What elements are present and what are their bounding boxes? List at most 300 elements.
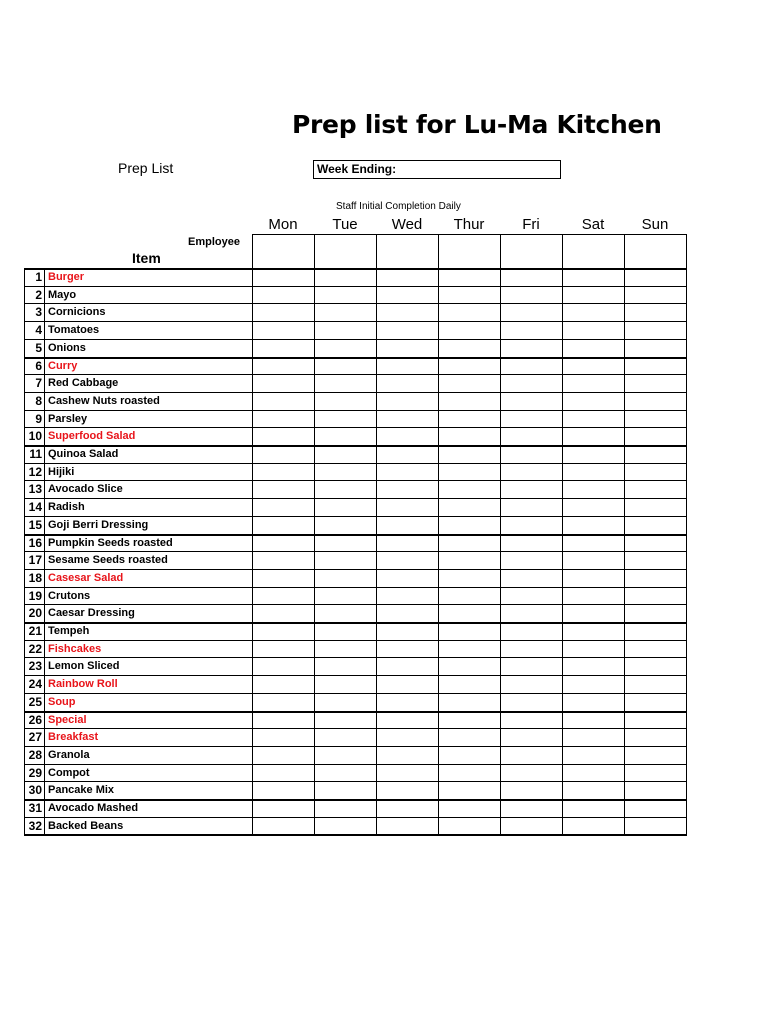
item-name: Mayo (48, 288, 77, 301)
initial-cell-sun[interactable] (625, 552, 686, 569)
employee-cell-sat[interactable] (563, 235, 624, 268)
initial-cell-tue[interactable] (315, 446, 376, 463)
initial-cell-fri[interactable] (501, 499, 562, 516)
initial-cell-tue[interactable] (315, 517, 376, 534)
initial-cell-fri[interactable] (501, 358, 562, 375)
initial-cell-wed[interactable] (377, 641, 438, 658)
item-name: Quinoa Salad (48, 448, 119, 460)
initial-cell-sun[interactable] (625, 694, 686, 711)
initial-cell-mon[interactable] (253, 340, 314, 357)
initial-cell-sat[interactable] (563, 765, 624, 782)
employee-cell-wed[interactable] (377, 235, 438, 268)
initial-cell-wed[interactable] (377, 446, 438, 463)
initial-cell-wed[interactable] (377, 464, 438, 481)
initial-cell-wed[interactable] (377, 304, 438, 321)
initial-cell-mon[interactable] (253, 570, 314, 587)
initial-cell-sat[interactable] (563, 446, 624, 463)
row-number: 23 (28, 659, 42, 674)
initial-cell-wed[interactable] (377, 287, 438, 304)
initial-cell-sat[interactable] (563, 481, 624, 498)
initial-cell-wed[interactable] (377, 499, 438, 516)
initial-cell-tue[interactable] (315, 287, 376, 304)
initial-cell-sun[interactable] (625, 517, 686, 534)
initial-cell-sun[interactable] (625, 658, 686, 675)
initial-cell-fri[interactable] (501, 676, 562, 693)
initial-cell-mon[interactable] (253, 552, 314, 569)
row-number: 31 (28, 801, 42, 815)
initial-cell-fri[interactable] (501, 694, 562, 711)
employee-cell-tue[interactable] (315, 235, 376, 268)
initial-cell-sat[interactable] (563, 322, 624, 339)
employee-cell-fri[interactable] (501, 235, 562, 268)
initial-cell-sat[interactable] (563, 287, 624, 304)
initial-cell-wed[interactable] (377, 411, 438, 428)
initial-cell-wed[interactable] (377, 623, 438, 640)
initial-cell-thur[interactable] (439, 641, 500, 658)
initial-cell-mon[interactable] (253, 375, 314, 392)
initial-cell-tue[interactable] (315, 694, 376, 711)
initial-cell-sat[interactable] (563, 658, 624, 675)
initial-cell-thur[interactable] (439, 304, 500, 321)
initial-cell-sun[interactable] (625, 481, 686, 498)
initial-cell-fri[interactable] (501, 428, 562, 445)
initial-cell-sun[interactable] (625, 747, 686, 764)
initial-cell-sun[interactable] (625, 641, 686, 658)
initial-cell-sun[interactable] (625, 588, 686, 605)
initial-cell-thur[interactable] (439, 393, 500, 410)
initial-cell-fri[interactable] (501, 446, 562, 463)
item-column-header: Item (132, 250, 161, 266)
initial-cell-mon[interactable] (253, 428, 314, 445)
row-number: 25 (28, 694, 42, 709)
initial-cell-mon[interactable] (253, 517, 314, 534)
initial-cell-tue[interactable] (315, 464, 376, 481)
item-name: Soup (48, 695, 76, 708)
initial-cell-mon[interactable] (253, 269, 314, 286)
initial-cell-thur[interactable] (439, 729, 500, 746)
item-name: Avocado Slice (48, 483, 123, 496)
item-name: Casesar Salad (48, 571, 124, 584)
initial-cell-tue[interactable] (315, 269, 376, 286)
initial-cell-thur[interactable] (439, 287, 500, 304)
initial-cell-sat[interactable] (563, 818, 624, 835)
row-number: 13 (28, 482, 42, 497)
initial-cell-tue[interactable] (315, 765, 376, 782)
initial-cell-fri[interactable] (501, 411, 562, 428)
initial-cell-fri[interactable] (501, 605, 562, 622)
row-number: 9 (35, 411, 42, 426)
day-header-sun: Sun (641, 216, 669, 233)
initial-cell-wed[interactable] (377, 800, 438, 817)
initial-cell-tue[interactable] (315, 800, 376, 817)
row-number: 24 (28, 677, 42, 692)
row-number: 15 (28, 517, 42, 532)
initial-cell-thur[interactable] (439, 340, 500, 357)
initial-cell-mon[interactable] (253, 605, 314, 622)
initial-cell-fri[interactable] (501, 375, 562, 392)
initial-cell-sat[interactable] (563, 304, 624, 321)
day-header-sat: Sat (581, 216, 605, 233)
initial-cell-tue[interactable] (315, 428, 376, 445)
initial-cell-fri[interactable] (501, 782, 562, 799)
initial-cell-thur[interactable] (439, 411, 500, 428)
initial-cell-sat[interactable] (563, 552, 624, 569)
initial-cell-thur[interactable] (439, 552, 500, 569)
item-name: Pancake Mix (48, 784, 115, 797)
initial-cell-sun[interactable] (625, 287, 686, 304)
item-name: Crutons (48, 589, 91, 602)
initial-cell-fri[interactable] (501, 712, 562, 729)
initial-cell-thur[interactable] (439, 765, 500, 782)
initial-cell-sun[interactable] (625, 623, 686, 640)
page-title: Prep list for Lu-Ma Kitchen (292, 110, 662, 139)
initial-cell-sun[interactable] (625, 765, 686, 782)
initial-cell-sat[interactable] (563, 411, 624, 428)
row-number: 26 (28, 712, 42, 727)
initial-cell-mon[interactable] (253, 694, 314, 711)
initial-cell-thur[interactable] (439, 694, 500, 711)
initial-cell-wed[interactable] (377, 658, 438, 675)
initial-cell-fri[interactable] (501, 304, 562, 321)
item-name: Tempeh (48, 625, 90, 637)
initial-cell-thur[interactable] (439, 658, 500, 675)
row-number: 1 (35, 270, 42, 284)
initial-cell-fri[interactable] (501, 641, 562, 658)
initial-cell-sat[interactable] (563, 605, 624, 622)
item-name: Avocado Mashed (48, 802, 139, 814)
item-name: Caesar Dressing (48, 607, 135, 620)
initial-cell-wed[interactable] (377, 676, 438, 693)
initial-cell-sun[interactable] (625, 782, 686, 799)
initial-cell-wed[interactable] (377, 358, 438, 375)
initial-cell-thur[interactable] (439, 517, 500, 534)
initial-cell-fri[interactable] (501, 623, 562, 640)
initial-cell-mon[interactable] (253, 641, 314, 658)
initial-cell-thur[interactable] (439, 375, 500, 392)
row-number: 30 (28, 783, 42, 798)
initial-cell-sat[interactable] (563, 588, 624, 605)
row-number: 22 (28, 641, 42, 656)
item-name: Tomatoes (48, 324, 100, 337)
item-name: Cashew Nuts roasted (48, 394, 160, 407)
initial-cell-wed[interactable] (377, 269, 438, 286)
initial-cell-mon[interactable] (253, 712, 314, 729)
initial-cell-sun[interactable] (625, 499, 686, 516)
initial-cell-sat[interactable] (563, 641, 624, 658)
initial-cell-mon[interactable] (253, 782, 314, 799)
initial-cell-sat[interactable] (563, 623, 624, 640)
initial-cell-thur[interactable] (439, 269, 500, 286)
item-name: Sesame Seeds roasted (48, 554, 168, 567)
initial-cell-tue[interactable] (315, 535, 376, 552)
initial-cell-tue[interactable] (315, 552, 376, 569)
initial-cell-thur[interactable] (439, 605, 500, 622)
row-number: 21 (28, 624, 42, 638)
initial-cell-sun[interactable] (625, 304, 686, 321)
initial-cell-sat[interactable] (563, 499, 624, 516)
row-number: 14 (28, 500, 42, 515)
initial-cell-sat[interactable] (563, 393, 624, 410)
item-name: Hijiki (48, 465, 75, 478)
initial-cell-tue[interactable] (315, 588, 376, 605)
initial-cell-sun[interactable] (625, 818, 686, 835)
day-header-fri: Fri (522, 216, 540, 233)
initial-cell-fri[interactable] (501, 818, 562, 835)
row-divider (24, 834, 687, 836)
initial-cell-fri[interactable] (501, 481, 562, 498)
initial-cell-thur[interactable] (439, 588, 500, 605)
initial-cell-tue[interactable] (315, 499, 376, 516)
row-number: 29 (28, 765, 42, 780)
item-name: Parsley (48, 412, 88, 425)
initial-cell-sat[interactable] (563, 694, 624, 711)
initial-cell-tue[interactable] (315, 641, 376, 658)
initial-cell-tue[interactable] (315, 358, 376, 375)
initial-cell-sun[interactable] (625, 676, 686, 693)
initial-cell-sat[interactable] (563, 747, 624, 764)
initial-cell-sun[interactable] (625, 411, 686, 428)
initial-cell-tue[interactable] (315, 304, 376, 321)
initial-cell-sun[interactable] (625, 729, 686, 746)
initial-cell-mon[interactable] (253, 393, 314, 410)
week-ending-label: Week Ending: (317, 162, 397, 176)
initial-cell-sat[interactable] (563, 800, 624, 817)
initial-cell-sun[interactable] (625, 340, 686, 357)
initial-cell-wed[interactable] (377, 375, 438, 392)
employee-label: Employee (188, 236, 240, 248)
initial-cell-thur[interactable] (439, 322, 500, 339)
initial-cell-fri[interactable] (501, 588, 562, 605)
week-ending-field[interactable] (313, 160, 561, 179)
initial-cell-fri[interactable] (501, 393, 562, 410)
initial-cell-mon[interactable] (253, 658, 314, 675)
initial-cell-thur[interactable] (439, 570, 500, 587)
initial-cell-wed[interactable] (377, 818, 438, 835)
item-name: Superfood Salad (48, 430, 136, 443)
initial-cell-sun[interactable] (625, 712, 686, 729)
item-name: Lemon Sliced (48, 660, 120, 673)
initial-cell-sun[interactable] (625, 605, 686, 622)
initial-cell-mon[interactable] (253, 446, 314, 463)
initial-cell-thur[interactable] (439, 800, 500, 817)
row-number: 27 (28, 730, 42, 745)
item-name: Granola (48, 748, 90, 761)
initial-cell-sat[interactable] (563, 358, 624, 375)
initial-cell-thur[interactable] (439, 676, 500, 693)
initial-cell-tue[interactable] (315, 481, 376, 498)
initial-cell-sat[interactable] (563, 269, 624, 286)
initial-cell-tue[interactable] (315, 340, 376, 357)
initial-cell-tue[interactable] (315, 570, 376, 587)
initial-cell-wed[interactable] (377, 694, 438, 711)
initial-cell-thur[interactable] (439, 464, 500, 481)
initial-cell-wed[interactable] (377, 712, 438, 729)
initial-cell-mon[interactable] (253, 481, 314, 498)
day-header-thur: Thur (453, 216, 485, 233)
initial-cell-tue[interactable] (315, 375, 376, 392)
initial-cell-mon[interactable] (253, 800, 314, 817)
item-name: Burger (48, 271, 85, 283)
row-number: 3 (35, 305, 42, 320)
initial-cell-sun[interactable] (625, 535, 686, 552)
initial-cell-sun[interactable] (625, 800, 686, 817)
initial-cell-fri[interactable] (501, 269, 562, 286)
initial-cell-mon[interactable] (253, 535, 314, 552)
initial-cell-thur[interactable] (439, 535, 500, 552)
initial-cell-fri[interactable] (501, 747, 562, 764)
employee-cell-thur[interactable] (439, 235, 500, 268)
row-number: 10 (28, 429, 42, 444)
initial-cell-tue[interactable] (315, 676, 376, 693)
initial-cell-fri[interactable] (501, 552, 562, 569)
initial-cell-mon[interactable] (253, 623, 314, 640)
initial-cell-wed[interactable] (377, 765, 438, 782)
initial-cell-thur[interactable] (439, 782, 500, 799)
initial-cell-mon[interactable] (253, 729, 314, 746)
row-number: 18 (28, 570, 42, 585)
item-name: Curry (48, 359, 78, 372)
initial-cell-thur[interactable] (439, 818, 500, 835)
row-number: 2 (35, 287, 42, 302)
row-number: 4 (35, 323, 42, 338)
initial-cell-thur[interactable] (439, 747, 500, 764)
initial-cell-sun[interactable] (625, 464, 686, 481)
row-number: 11 (29, 447, 42, 461)
item-name: Fishcakes (48, 642, 102, 655)
initial-cell-tue[interactable] (315, 782, 376, 799)
initial-cell-fri[interactable] (501, 658, 562, 675)
initial-cell-fri[interactable] (501, 570, 562, 587)
initial-cell-sun[interactable] (625, 269, 686, 286)
initial-cell-tue[interactable] (315, 623, 376, 640)
initial-cell-thur[interactable] (439, 481, 500, 498)
initial-cell-sun[interactable] (625, 358, 686, 375)
item-name: Goji Berri Dressing (48, 518, 149, 531)
item-name: Special (48, 713, 87, 726)
initial-cell-sat[interactable] (563, 729, 624, 746)
item-name: Onions (48, 341, 86, 354)
initial-cell-thur[interactable] (439, 499, 500, 516)
initial-cell-fri[interactable] (501, 535, 562, 552)
initial-cell-fri[interactable] (501, 800, 562, 817)
initial-cell-wed[interactable] (377, 570, 438, 587)
initial-cell-thur[interactable] (439, 428, 500, 445)
initial-cell-mon[interactable] (253, 676, 314, 693)
initial-cell-sat[interactable] (563, 676, 624, 693)
initial-cell-mon[interactable] (253, 765, 314, 782)
initial-cell-sun[interactable] (625, 428, 686, 445)
initial-cell-wed[interactable] (377, 729, 438, 746)
initial-cell-tue[interactable] (315, 729, 376, 746)
initial-cell-tue[interactable] (315, 605, 376, 622)
initial-cell-sun[interactable] (625, 322, 686, 339)
initial-cell-wed[interactable] (377, 481, 438, 498)
item-name: Backed Beans (48, 819, 124, 832)
employee-cell-sun[interactable] (625, 235, 686, 268)
initial-cell-tue[interactable] (315, 411, 376, 428)
initial-cell-sat[interactable] (563, 428, 624, 445)
initial-cell-sun[interactable] (625, 446, 686, 463)
initial-cell-tue[interactable] (315, 393, 376, 410)
initial-cell-sun[interactable] (625, 393, 686, 410)
initial-cell-sat[interactable] (563, 782, 624, 799)
initial-cell-fri[interactable] (501, 729, 562, 746)
initial-cell-wed[interactable] (377, 517, 438, 534)
row-number: 32 (28, 818, 42, 833)
initial-cell-thur[interactable] (439, 358, 500, 375)
initial-cell-fri[interactable] (501, 340, 562, 357)
initial-cell-tue[interactable] (315, 322, 376, 339)
initial-cell-fri[interactable] (501, 464, 562, 481)
initial-cell-wed[interactable] (377, 393, 438, 410)
initial-cell-wed[interactable] (377, 782, 438, 799)
initial-cell-mon[interactable] (253, 464, 314, 481)
item-name: Cornicions (48, 306, 106, 319)
initial-cell-thur[interactable] (439, 446, 500, 463)
initial-cell-tue[interactable] (315, 658, 376, 675)
initial-cell-wed[interactable] (377, 552, 438, 569)
initial-cell-mon[interactable] (253, 588, 314, 605)
initial-cell-thur[interactable] (439, 623, 500, 640)
initial-cell-sun[interactable] (625, 570, 686, 587)
initial-cell-sun[interactable] (625, 375, 686, 392)
item-name: Rainbow Roll (48, 678, 118, 691)
row-number: 19 (28, 588, 42, 603)
item-name: Compot (48, 766, 90, 779)
employee-cell-mon[interactable] (253, 235, 314, 268)
initial-cell-mon[interactable] (253, 287, 314, 304)
initial-cell-mon[interactable] (253, 747, 314, 764)
initial-cell-mon[interactable] (253, 322, 314, 339)
row-number: 20 (28, 606, 42, 621)
initial-cell-wed[interactable] (377, 535, 438, 552)
prep-list-label: Prep List (118, 160, 174, 176)
initial-cell-fri[interactable] (501, 287, 562, 304)
initial-cell-fri[interactable] (501, 765, 562, 782)
row-number: 8 (35, 393, 42, 408)
initial-cell-sat[interactable] (563, 535, 624, 552)
initial-cell-sat[interactable] (563, 517, 624, 534)
initial-cell-fri[interactable] (501, 322, 562, 339)
initial-cell-wed[interactable] (377, 588, 438, 605)
initial-cell-mon[interactable] (253, 818, 314, 835)
initial-cell-sat[interactable] (563, 570, 624, 587)
initial-cell-fri[interactable] (501, 517, 562, 534)
initial-cell-wed[interactable] (377, 340, 438, 357)
initial-cell-wed[interactable] (377, 428, 438, 445)
initial-cell-sat[interactable] (563, 464, 624, 481)
row-number: 12 (28, 464, 42, 479)
initial-cell-mon[interactable] (253, 304, 314, 321)
row-number: 6 (35, 358, 42, 373)
initial-cell-thur[interactable] (439, 712, 500, 729)
initial-cell-tue[interactable] (315, 747, 376, 764)
initial-cell-tue[interactable] (315, 818, 376, 835)
staff-initial-note: Staff Initial Completion Daily (336, 201, 461, 212)
day-header-wed: Wed (391, 216, 423, 233)
initial-cell-mon[interactable] (253, 358, 314, 375)
initial-cell-sat[interactable] (563, 340, 624, 357)
initial-cell-tue[interactable] (315, 712, 376, 729)
initial-cell-mon[interactable] (253, 499, 314, 516)
initial-cell-mon[interactable] (253, 411, 314, 428)
initial-cell-sat[interactable] (563, 712, 624, 729)
initial-cell-wed[interactable] (377, 747, 438, 764)
row-number: 17 (28, 553, 42, 568)
initial-cell-sat[interactable] (563, 375, 624, 392)
initial-cell-wed[interactable] (377, 322, 438, 339)
initial-cell-wed[interactable] (377, 605, 438, 622)
